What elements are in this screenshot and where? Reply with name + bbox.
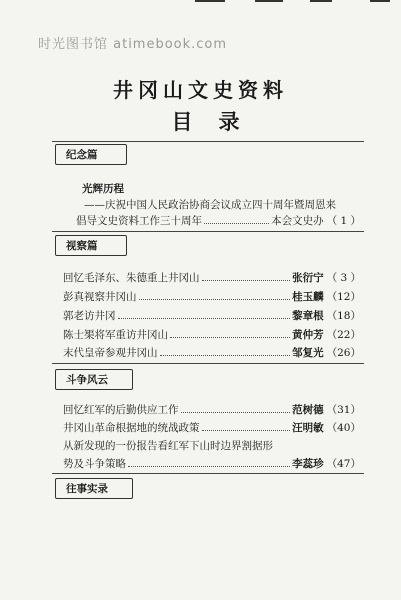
toc-heading: 光辉历程 (82, 183, 124, 195)
section-label-inspection: 视察篇 (55, 235, 127, 256)
entry-title: 末代皇帝参观井冈山 (63, 347, 158, 359)
book-title: 井冈山文史资料 (113, 78, 288, 102)
toc-entry (63, 289, 361, 305)
entry-author: 汪明敏 (292, 422, 324, 434)
leader-dots (170, 337, 290, 338)
leader-dots (204, 223, 269, 224)
toc-entry (63, 327, 361, 343)
toc-entry (76, 213, 361, 229)
toc-entry (63, 270, 361, 286)
section-label-commemoration: 纪念篇 (55, 144, 127, 165)
leader-dots (128, 466, 290, 467)
entry-page: （47） (326, 458, 361, 470)
toc-title: 目录 (171, 109, 266, 134)
entry-title: 陈士榘将军重访井冈山 (63, 329, 168, 341)
entry-title: 回忆毛泽东、朱德重上井冈山 (63, 272, 200, 284)
toc-entry (63, 456, 361, 472)
toc-entry (63, 402, 361, 418)
entry-title: 从新发现的一份报告看红军下山时边界割据形 (63, 440, 273, 452)
section-divider (52, 141, 364, 142)
entry-page: （22） (326, 329, 361, 341)
section-label-struggle: 斗争风云 (55, 369, 133, 390)
entry-title: 彭真视察井冈山 (63, 291, 137, 303)
entry-title: 回忆红军的后勤供应工作 (63, 404, 179, 416)
scan-edge-line (255, 0, 283, 2)
entry-page: （12） (326, 291, 361, 303)
entry-author: 范树德 (292, 404, 324, 416)
section-label-past-events: 往事实录 (55, 478, 133, 499)
toc-subtitle: ——庆祝中国人民政治协商会议成立四十周年暨周恩来 (84, 199, 336, 211)
entry-page: （18） (326, 310, 361, 322)
entry-author: 张衍宁 (292, 272, 324, 284)
toc-entry (63, 420, 361, 436)
scan-edge-line (370, 0, 390, 2)
leader-dots (181, 412, 291, 413)
entry-author: 邹复光 (292, 347, 324, 359)
entry-author: 李蕊珍 (292, 458, 324, 470)
entry-author: 桂玉麟 (292, 291, 324, 303)
leader-dots (118, 318, 291, 319)
entry-page: （ 1 ） (326, 215, 361, 227)
watermark: 时光图书馆 atimebook.com (38, 37, 228, 52)
entry-title: 倡导文史资料工作三十周年 (76, 215, 202, 227)
entry-page: （26） (326, 347, 361, 359)
entry-author: 本会文史办 (271, 215, 324, 227)
entry-title: 井冈山革命根据地的统战政策 (63, 422, 200, 434)
scan-edge-line (195, 0, 225, 2)
scan-edge-line (310, 0, 332, 2)
leader-dots (160, 355, 291, 356)
entry-author: 黄仲芳 (292, 329, 324, 341)
section-divider (52, 363, 364, 364)
toc-entry (63, 308, 361, 324)
leader-dots (202, 280, 291, 281)
section-divider (52, 473, 364, 474)
entry-author: 黎章根 (292, 310, 324, 322)
entry-page: （ 3 ） (326, 272, 361, 284)
leader-dots (202, 430, 291, 431)
entry-page: （31） (326, 404, 361, 416)
entry-title: 郭老访井冈 (63, 310, 116, 322)
section-divider (52, 231, 364, 232)
entry-title: 势及斗争策略 (63, 458, 126, 470)
leader-dots (139, 299, 291, 300)
entry-page: （40） (326, 422, 361, 434)
toc-entry (63, 345, 361, 361)
